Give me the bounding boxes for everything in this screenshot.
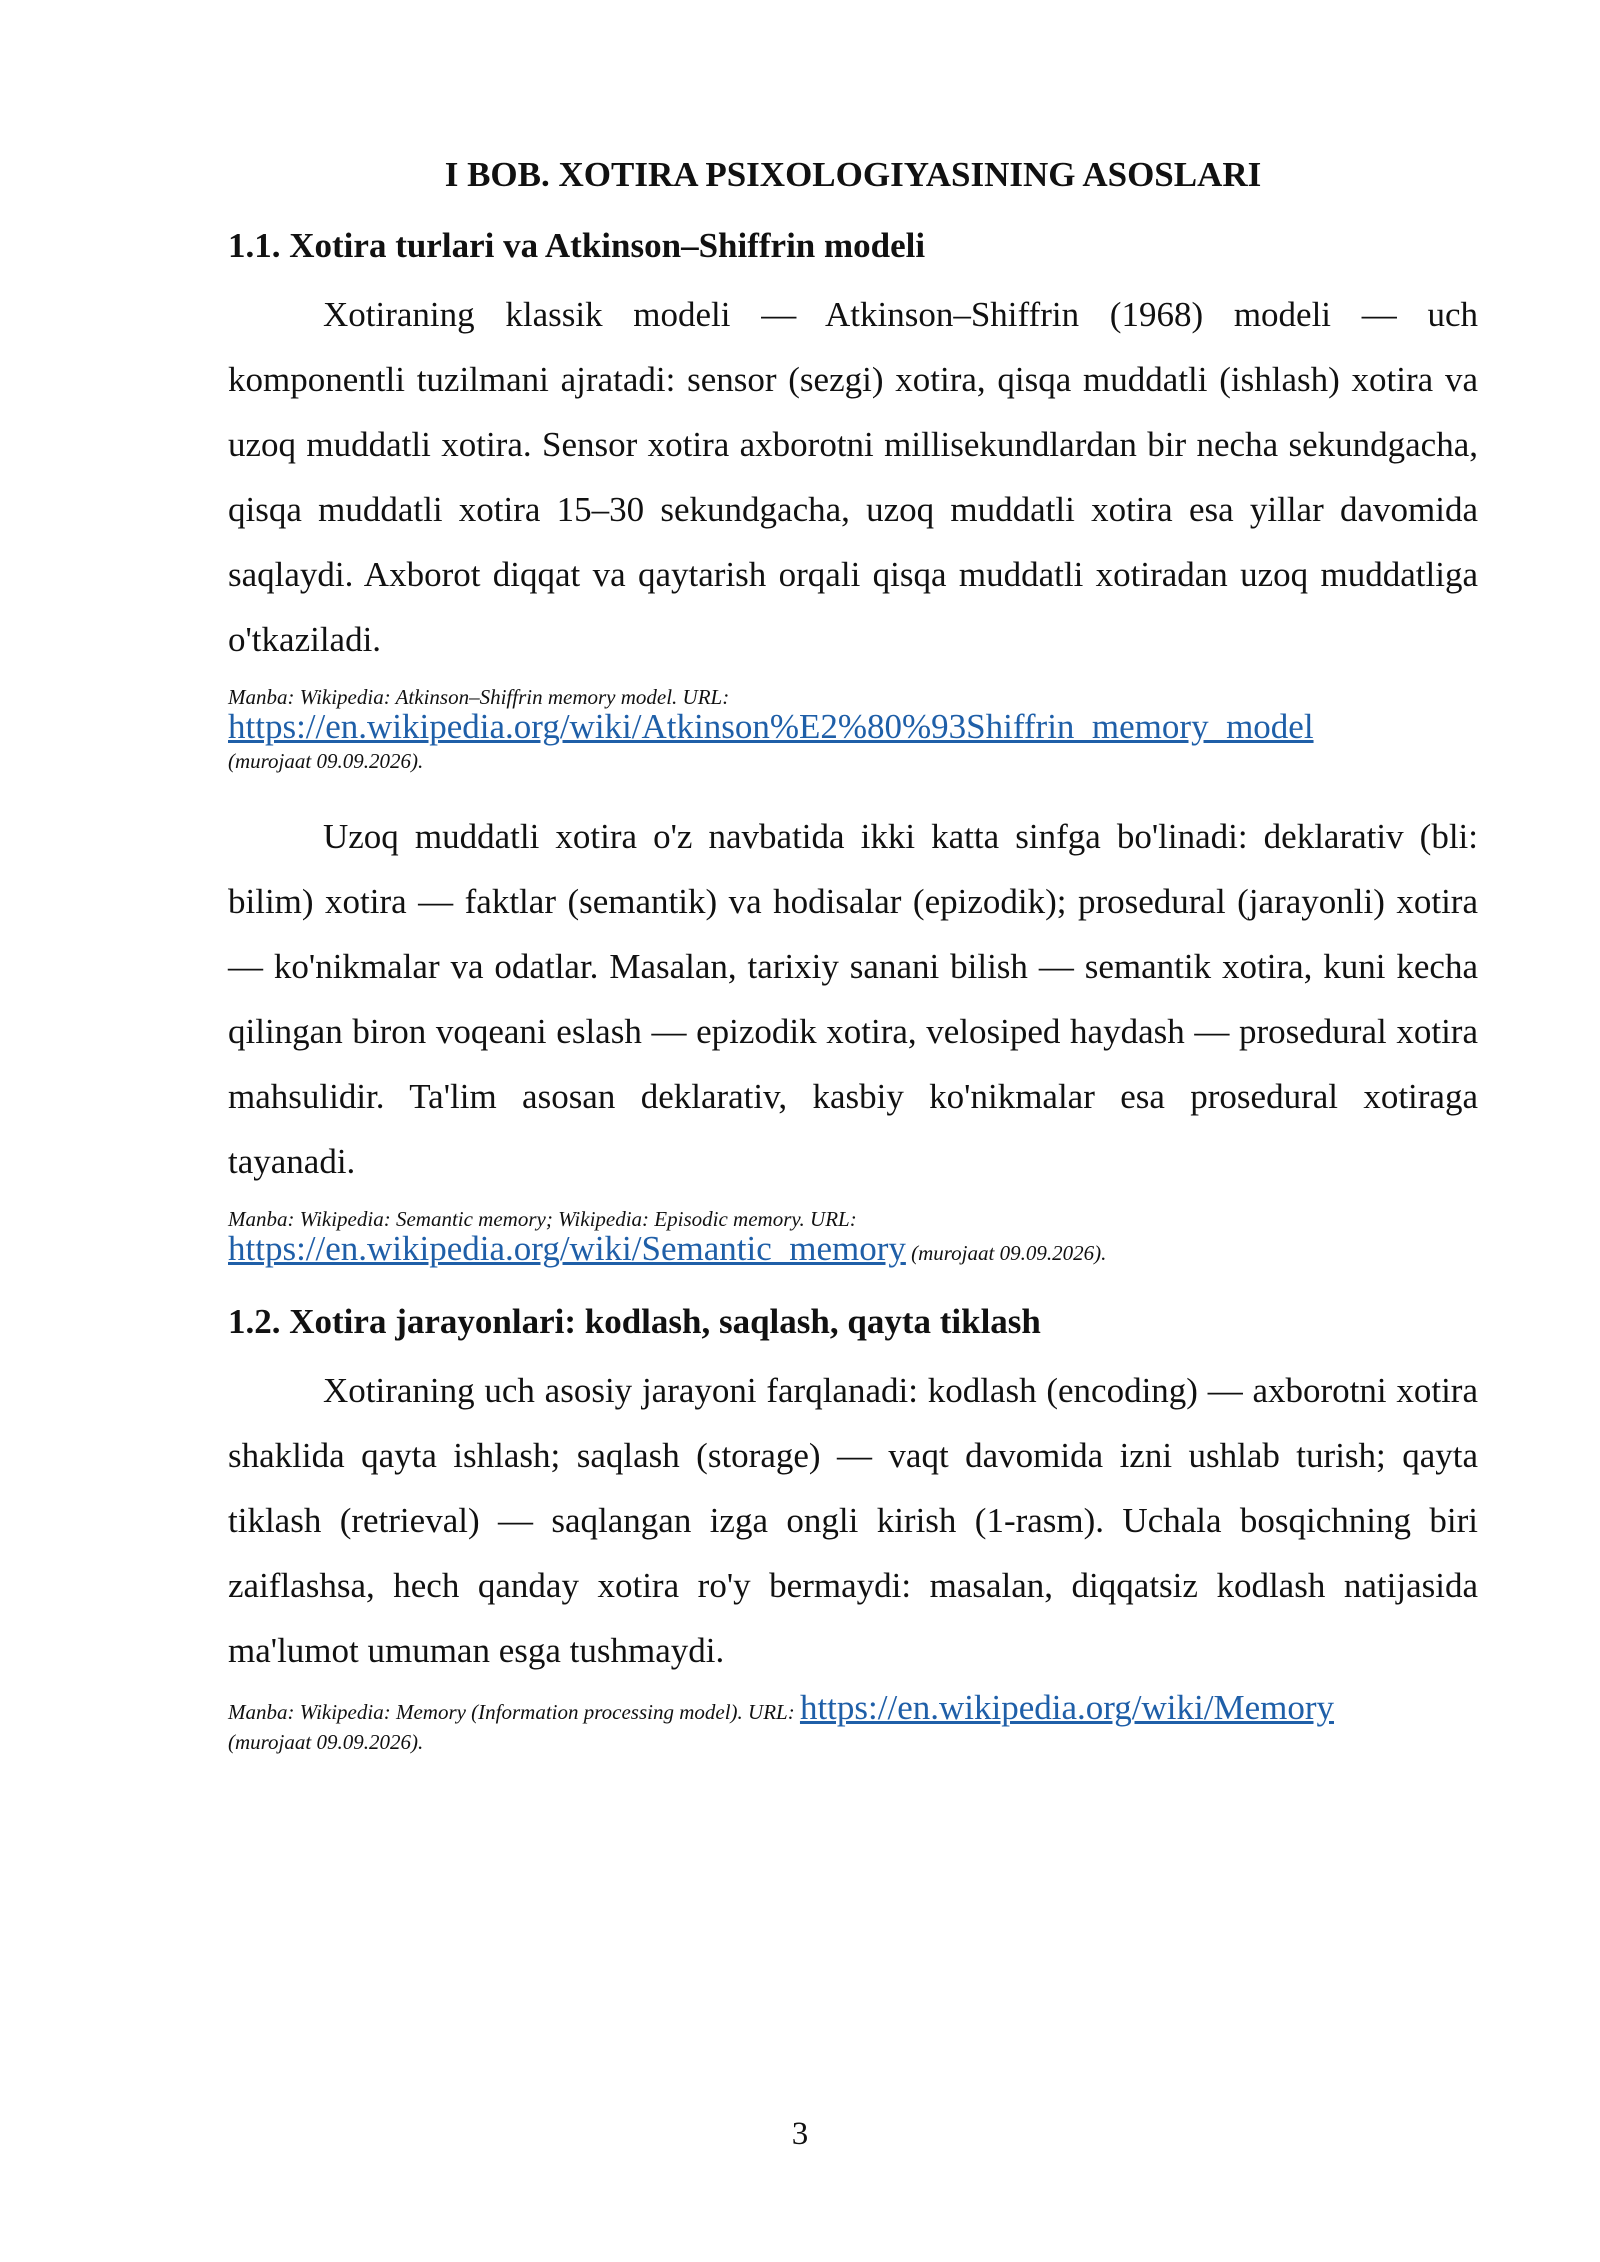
- source-citation-2: [228, 1204, 1478, 1268]
- source-access-date: (murojaat 09.09.2026).: [228, 749, 424, 773]
- source-prefix: Manba: Wikipedia: Atkinson–Shiffrin memory model. URL:: [228, 685, 730, 709]
- source-prefix: Manba: Wikipedia: Semantic memory; Wikipedia: Episodic memory. URL:: [228, 1207, 857, 1231]
- source-citation-3: [228, 1688, 1478, 1757]
- section-title-1-2: 1.2. Xotira jarayonlari: kodlash, saqlash, qayta tiklash: [228, 1302, 1041, 1341]
- section-1-1-paragraph-2: Uzoq muddatli xotira o'z navbatida ikki katta sinfga bo'linadi: deklarativ (bli: bilim) xotira — faktlar (semantik) va hodisalar (epizodik); prosedural (jarayonli) xotira — ko'nikmalar va odatlar. Masalan, tarixiy sanani bilish — semantik xotira, kuni kecha qilingan biron voqeani eslash — epizodik xotira, velosiped haydash — prosedural xotira mahsulidir. Ta'lim asosan deklarativ, kasbiy ko'nikmalar esa prosedural xotiraga tayanadi.: [228, 817, 1478, 1181]
- section-1-1-paragraph-1: Xotiraning klassik modeli — Atkinson–Shiffrin (1968) modeli — uch komponentli tuzilmani ajratadi: sensor (sezgi) xotira, qisqa muddatli (ishlash) xotira va uzoq muddatli xotira. Sensor xotira axborotni millisekundlardan bir necha sekundgacha, qisqa muddatli xotira 15–30 sekundgacha, uzoq muddatli xotira esa yillar davomida saqlaydi. Axborot diqqat va qaytarish orqali qisqa muddatli xotiradan uzoq muddatliga o'tkaziladi.: [228, 295, 1478, 659]
- source-access-date: (murojaat 09.09.2026).: [911, 1241, 1107, 1265]
- section-1-2-paragraph-1: Xotiraning uch asosiy jarayoni farqlanadi: kodlash (encoding) — axborotni xotira shaklida qayta ishlash; saqlash (storage) — vaqt davomida izni ushlab turish; qayta tiklash (retrieval) — saqlangan izga ongli kirish (1-rasm). Uchala bosqichning biri zaiflashsa, hech qanday xotira ro'y bermaydi: masalan, diqqatsiz kodlash natijasida ma'lumot umuman esga tushmaydi.: [228, 1371, 1478, 1670]
- source-link[interactable]: https://en.wikipedia.org/wiki/Atkinson%E2%80%93Shiffrin_memory_model: [228, 707, 1314, 746]
- page-number: 3: [791, 2116, 809, 2152]
- source-link[interactable]: https://en.wikipedia.org/wiki/Memory: [799, 1688, 1334, 1727]
- source-access-date: (murojaat 09.09.2026).: [228, 1730, 424, 1754]
- source-link[interactable]: https://en.wikipedia.org/wiki/Semantic_memory: [228, 1229, 906, 1268]
- page-content: [228, 148, 1478, 1785]
- chapter-title: I BOB. XOTIRA PSIXOLOGIYASINING ASOSLARI: [444, 155, 1262, 194]
- source-prefix: Manba: Wikipedia: Memory (Information processing model). URL:: [228, 1700, 795, 1724]
- section-title-1-1: 1.1. Xotira turlari va Atkinson–Shiffrin modeli: [228, 226, 926, 265]
- source-citation-1: [228, 682, 1478, 776]
